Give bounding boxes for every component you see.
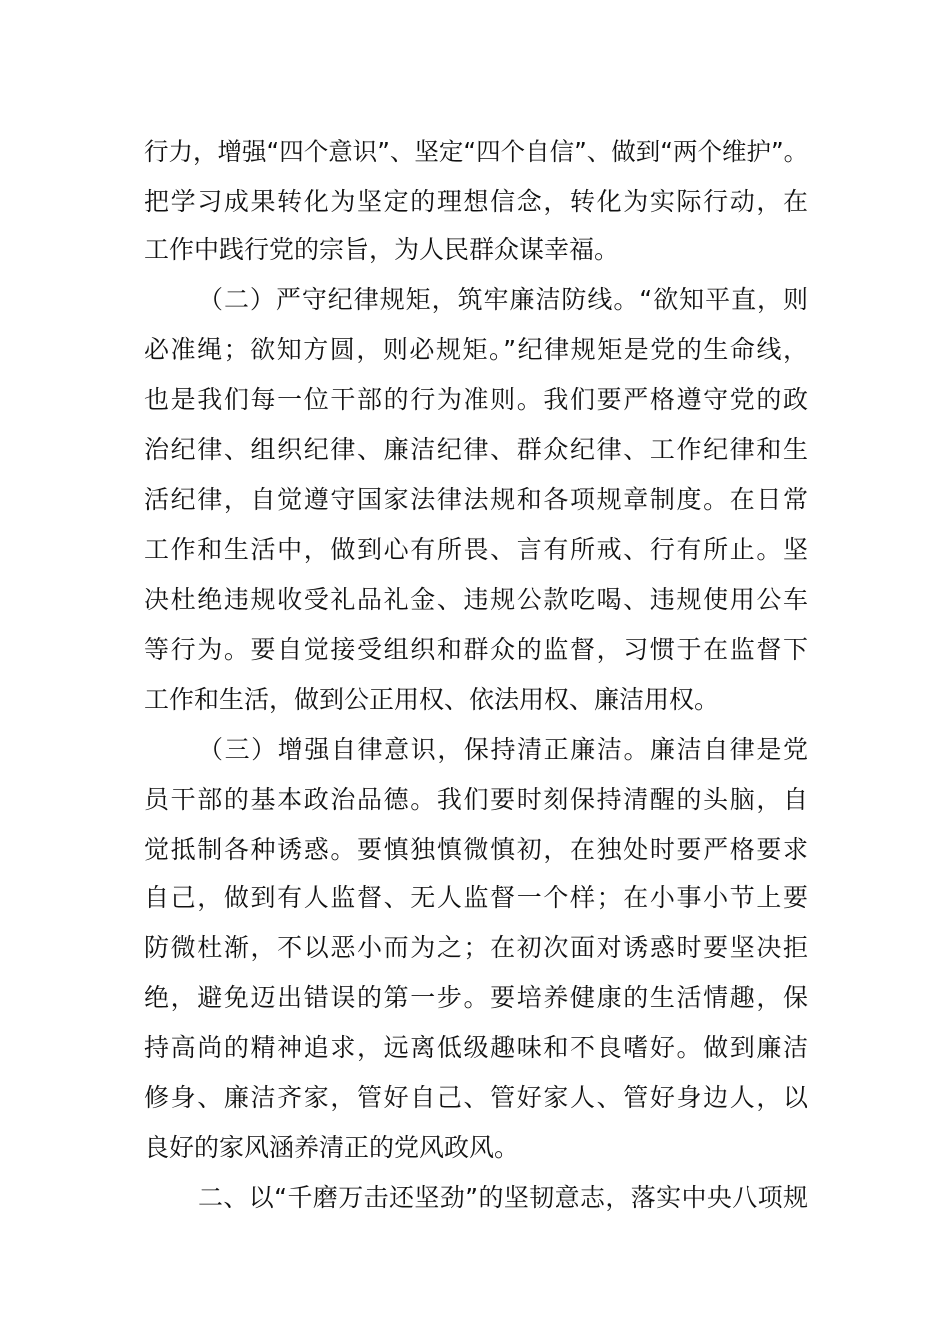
text-line-10: 决杜绝违规收受礼品礼金、违规公款吃喝、违规使用公车 xyxy=(144,585,808,614)
text-line-20: 修身、廉洁齐家，管好自己、管好家人、管好身边人，以 xyxy=(144,1083,808,1112)
text-line-11: 等行为。要自觉接受组织和群众的监督，习惯于在监督下 xyxy=(144,635,808,664)
text-line-21: 良好的家风涵养清正的党风政风。 xyxy=(144,1133,520,1162)
text-line-17: 防微杜渐，不以恶小而为之；在初次面对诱惑时要坚决拒 xyxy=(144,933,808,962)
text-line-4: （二）严守纪律规矩，筑牢廉洁防线。“欲知平直，则 xyxy=(198,285,808,314)
text-line-2: 把学习成果转化为坚定的理想信念，转化为实际行动，在 xyxy=(144,187,808,216)
text-line-8: 活纪律，自觉遵守国家法律法规和各项规章制度。在日常 xyxy=(144,485,808,514)
text-line-9: 工作和生活中，做到心有所畏、言有所戒、行有所止。坚 xyxy=(144,535,808,564)
text-line-5: 必准绳；欲知方圆，则必规矩。”纪律规矩是党的生命线， xyxy=(144,335,808,364)
text-line-3: 工作中践行党的宗旨，为人民群众谋幸福。 xyxy=(144,235,620,264)
text-line-13: （三）增强自律意识，保持清正廉洁。廉洁自律是党 xyxy=(198,735,808,764)
text-line-1: 行力，增强“四个意识”、坚定“四个自信”、做到“两个维护”。 xyxy=(144,137,808,166)
text-line-12: 工作和生活，做到公正用权、依法用权、廉洁用权。 xyxy=(144,685,720,714)
text-line-16: 自己，做到有人监督、无人监督一个样；在小事小节上要 xyxy=(144,883,808,912)
text-line-18: 绝，避免迈出错误的第一步。要培养健康的生活情趣，保 xyxy=(144,983,808,1012)
text-line-7: 治纪律、组织纪律、廉洁纪律、群众纪律、工作纪律和生 xyxy=(144,435,808,464)
text-line-6: 也是我们每一位干部的行为准则。我们要严格遵守党的政 xyxy=(144,385,808,414)
text-line-22: 二、以“千磨万击还坚劲”的坚韧意志，落实中央八项规 xyxy=(198,1183,808,1212)
text-line-15: 觉抵制各种诱惑。要慎独慎微慎初，在独处时要严格要求 xyxy=(144,835,808,864)
text-line-14: 员干部的基本政治品德。我们要时刻保持清醒的头脑，自 xyxy=(144,785,808,814)
text-line-19: 持高尚的精神追求，远离低级趣味和不良嗜好。做到廉洁 xyxy=(144,1033,808,1062)
